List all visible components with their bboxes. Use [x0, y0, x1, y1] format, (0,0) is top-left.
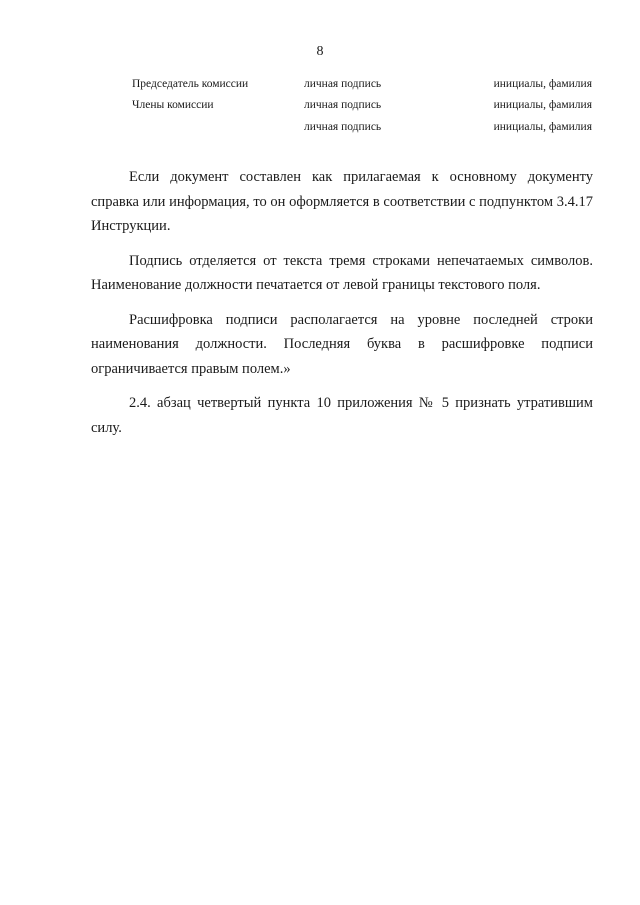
- signature-row-members: [0, 99, 640, 115]
- signature-placeholder: личная подпись: [304, 121, 382, 133]
- signature-row-member-2: [0, 121, 640, 137]
- paragraph-signature-decoding: Расшифровка подписи располагается на уровне последней строки наименования должности. Последняя буква в расшифровке подписи ограничивается правым полем.»: [91, 311, 593, 377]
- signature-role: Члены комиссии: [132, 99, 214, 111]
- paragraph-attachment: Если документ составлен как прилагаемая к основному документу справка или информация, то он оформляется в соответствии с подпунктом 3.4.17 Инструкции.: [91, 169, 593, 234]
- signature-name-placeholder: инициалы, фамилия: [493, 121, 592, 133]
- signature-name-placeholder: инициалы, фамилия: [493, 78, 592, 90]
- signature-name-placeholder: инициалы, фамилия: [493, 99, 592, 111]
- signature-role: Председатель комиссии: [132, 78, 249, 90]
- document-body: [91, 165, 593, 450]
- signature-row-chairman: [0, 78, 640, 94]
- signature-placeholder: личная подпись: [304, 78, 382, 90]
- paragraph-amendment: 2.4. абзац четвертый пункта 10 приложения № 5 признать утратившим силу.: [91, 395, 593, 436]
- page-number: 8: [316, 44, 324, 59]
- paragraph-signature-spacing: Подпись отделяется от текста тремя строками непечатаемых символов. Наименование должности печатается от левой границы текстового поля.: [91, 252, 593, 293]
- signature-placeholder: личная подпись: [304, 99, 382, 111]
